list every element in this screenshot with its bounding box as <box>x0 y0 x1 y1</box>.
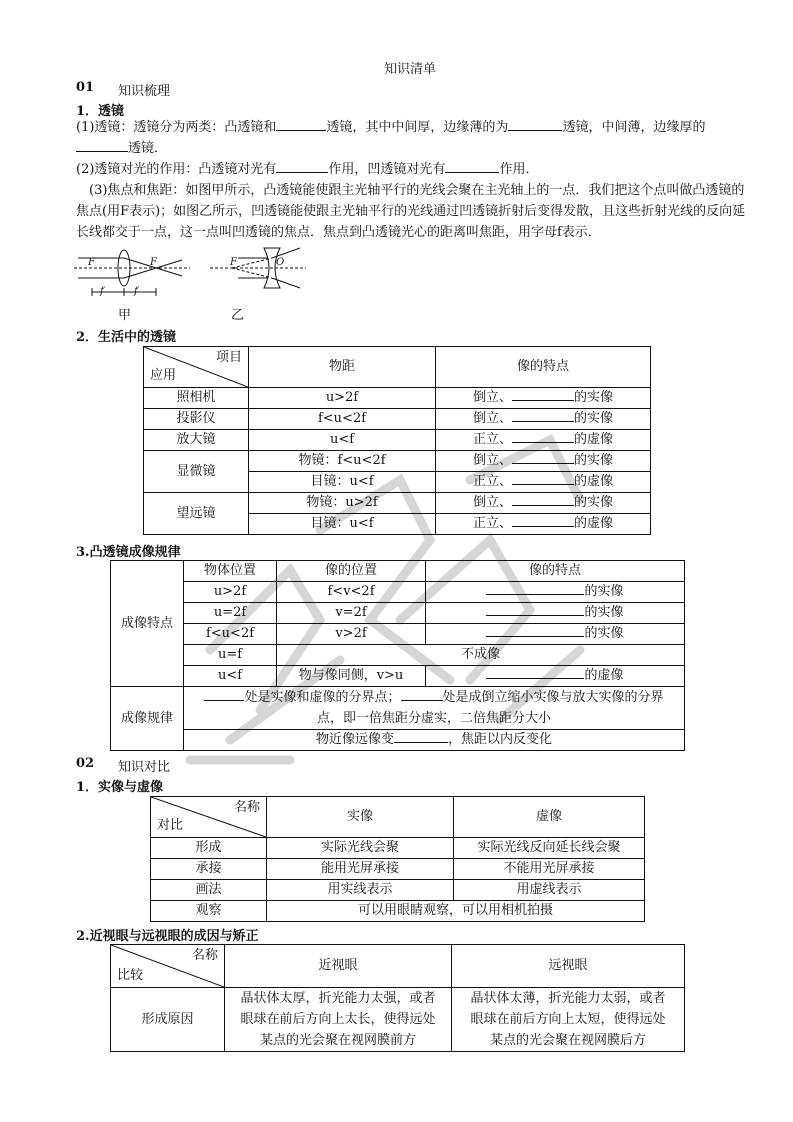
table-row: 目镜：u<f 正立、 的虚像 <box>144 472 651 493</box>
heading-myopia-hyperopia: 2.近视眼与远视眼的成因与矫正 <box>76 929 259 944</box>
table-row: 放大镜 u<f 正立、 的虚像 <box>144 430 651 451</box>
header-diagonal-cell: 名称 对比 <box>151 797 267 838</box>
section-02-label: 知识对比 <box>118 760 171 775</box>
page-title: 知识清单 <box>384 62 437 77</box>
figure-yi-caption: 乙 <box>231 308 245 323</box>
header-distance: 物距 <box>249 347 436 388</box>
table-row: 观察 可以用眼睛观察，可以用相机拍摄 <box>151 901 645 922</box>
blank <box>276 118 326 131</box>
table-row: u=2f v=2f 的实像 <box>111 603 685 624</box>
blank <box>508 118 562 131</box>
convex-lens-diagram <box>72 244 192 304</box>
para-lens-types: (1)透镜：透镜分为两类：凸透镜和 透镜，其中中间厚，边缘薄的为 透镜，中间薄，边缘厚的 透镜． <box>76 120 706 156</box>
table-row: u<f 物与像同侧，v>u 的虚像 <box>111 666 685 687</box>
table-row: 物近像远像变 ，焦距以内反变化 <box>111 730 685 751</box>
heading-imaging-rules: 3.凸透镜成像规律 <box>76 545 181 560</box>
table-row: u=f 不成像 <box>111 645 685 666</box>
blank <box>445 160 499 173</box>
real-virtual-table: 名称 对比 实像 虚像 形成 实际光线会聚 实际光线反向延长线会聚 承接 能用光屏承接 不能用光屏承接 画法 用实线表示 用虚线表示 观察 可以用眼睛观察，可以用相机拍摄 <box>150 796 645 922</box>
group-imaging-law: 成像规律 <box>111 687 184 751</box>
table-row: 照相机 u>2f 倒立、 的实像 <box>144 388 651 409</box>
focus-label: F <box>230 257 237 268</box>
table-row: 承接 能用光屏承接 不能用光屏承接 <box>151 859 645 880</box>
header-image-feature: 像的特点 <box>436 347 651 388</box>
section-02-number: 02 <box>76 756 95 771</box>
optical-center-label: O <box>276 257 285 268</box>
section-01-number: 01 <box>76 80 95 95</box>
table-row: 目镜：u<f 正立、 的虚像 <box>144 514 651 535</box>
lens-in-life-table <box>143 346 651 535</box>
imaging-rules-table: 成像特点 物体位置 像的位置 像的特点 u>2f f<v<2f 的实像 u=2f v=2f 的实像 f<u<2f v>2f 的实像 u=f 不成像 u<f 物与像同侧，v>u 的虚像 成像规律 处是实像和虚像的分界点； 处是成倒立缩小实像与放大实像的分界 点，即一倍焦距分虚实，二倍焦距分大小 物近像远像变 ，焦距以内反变化 <box>110 560 685 751</box>
table-row: f<u<2f v>2f 的实像 <box>111 624 685 645</box>
heading-real-virtual: 1．实像与虚像 <box>76 780 164 795</box>
table-row: 画法 用实线表示 用虚线表示 <box>151 880 645 901</box>
para-focus: (3)焦点和焦距：如图甲所示，凸透镜能使跟主光轴平行的光线会聚在主光轴上的一点．我们把这个点叫做凸透镜的焦点(用F表示)；如图乙所示，凹透镜能使跟主光轴平行的光线通过凹透镜折射后变得发散，且这些折射光线的反向延长线都交于一点，这一点叫凹透镜的焦点．焦点到凸透镜光心的距离叫焦距，用字母f表示． <box>76 183 746 240</box>
group-imaging-features: 成像特点 <box>111 561 184 687</box>
figure-jia-caption: 甲 <box>118 308 132 323</box>
heading-lens-in-life: 2．生活中的透镜 <box>76 330 177 345</box>
blank <box>76 139 128 152</box>
para-lens-effect: (2)透镜对光的作用：凸透镜对光有 作用，凹透镜对光有 作用． <box>76 162 539 177</box>
header-diagonal-cell: 名称 比较 <box>111 945 225 988</box>
focus-label: F <box>150 257 157 268</box>
heading-lens: 1．透镜 <box>76 104 125 119</box>
table-row: 望远镜 物镜：u>2f 倒立、 的实像 <box>144 493 651 514</box>
blank <box>276 160 328 173</box>
header-diagonal-cell: 项目 应用 <box>144 347 249 388</box>
section-01-label: 知识梳理 <box>118 84 171 99</box>
myopia-hyperopia-table: 名称 比较 近视眼 远视眼 形成原因 晶状体太厚，折光能力太强，或者 眼球在前后方向上太长，使得远处 某点的光会聚在视网膜前方 晶状体太薄，折光能力太弱，或者 眼球在前后方向上太短，使得远处 某点的光会聚在视网膜后方 <box>110 944 685 1052</box>
table-row: 投影仪 f<u<2f 倒立、 的实像 <box>144 409 651 430</box>
focal-length-label: f <box>100 286 104 297</box>
focus-label: F <box>88 257 95 268</box>
table-row: u>2f f<v<2f 的实像 <box>111 582 685 603</box>
focal-length-label: f <box>134 286 138 297</box>
table-row: 显微镜 物镜：f<u<2f 倒立、 的实像 <box>144 451 651 472</box>
table-row: 形成原因 晶状体太厚，折光能力太强，或者 眼球在前后方向上太长，使得远处 某点的光会聚在视网膜前方 晶状体太薄，折光能力太弱，或者 眼球在前后方向上太短，使得远处 某点的光会聚在视网膜后方 <box>111 988 685 1052</box>
concave-lens-diagram <box>208 244 308 296</box>
table-row: 形成 实际光线会聚 实际光线反向延长线会聚 <box>151 838 645 859</box>
table-row: 成像规律 处是实像和虚像的分界点； 处是成倒立缩小实像与放大实像的分界 点，即一倍焦距分虚实，二倍焦距分大小 <box>111 687 685 730</box>
